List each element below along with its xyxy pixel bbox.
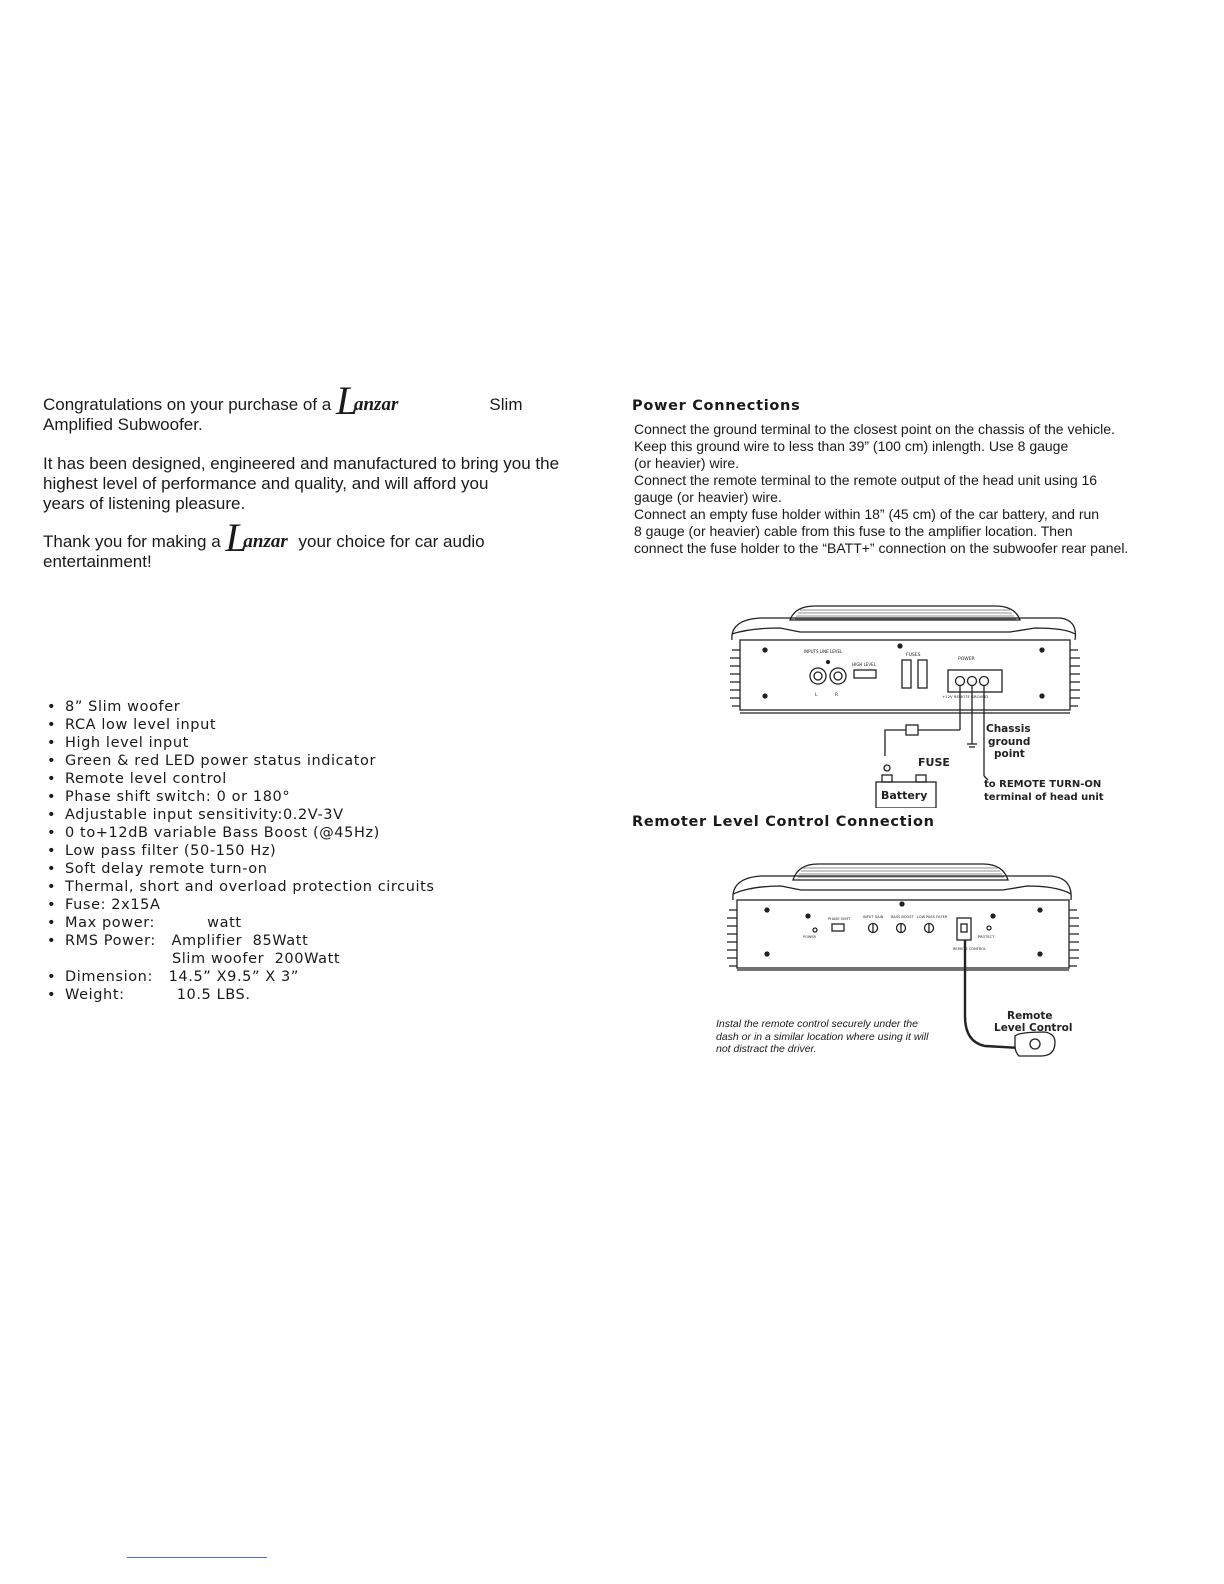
- bullet-icon: •: [47, 789, 57, 805]
- bullet-icon: •: [47, 717, 57, 733]
- bullet-icon: •: [47, 987, 57, 1003]
- intro-text: Amplified Subwoofer.: [43, 415, 203, 434]
- power-instruction-line: Connect the remote terminal to the remote output of the head unit using 16: [634, 472, 1098, 488]
- feature-item: • 0 to+12dB variable Bass Boost (@45Hz): [47, 825, 380, 841]
- intro-text: It has been designed, engineered and manufactured to bring you the: [43, 454, 560, 473]
- remote-turn-on-label: to REMOTE TURN-ON: [984, 779, 1102, 790]
- power-instruction-line: connect the fuse holder to the “BATT+” connection on the subwoofer rear panel.: [634, 540, 1129, 556]
- lanzar-logo: L anzar: [225, 515, 288, 560]
- features-list: [45, 698, 565, 1004]
- power-instruction-line: Keep this ground wire to less than 39” (100 cm) inlength. Use 8 gauge: [634, 438, 1069, 454]
- bullet-icon: •: [47, 753, 57, 769]
- power-wiring-diagram: [720, 598, 1120, 808]
- diagram-label: POWER: [958, 657, 975, 662]
- footer-divider: [127, 1557, 267, 1558]
- feature-item: • Weight: 10.5 LBS.: [47, 987, 251, 1003]
- bullet-icon: •: [47, 879, 57, 895]
- intro-text: years of listening pleasure.: [43, 494, 246, 513]
- feature-item: • RMS Power: Amplifier 85Watt: [47, 933, 309, 949]
- feature-item: • Adjustable input sensitivity:0.2V-3V: [47, 807, 344, 823]
- bullet-icon: •: [47, 825, 57, 841]
- remote-turn-on-label: terminal of head unit: [984, 792, 1104, 803]
- diagram-label: BASS BOOST: [891, 915, 914, 919]
- feature-item: • Low pass filter (50-150 Hz): [47, 843, 277, 859]
- remote-level-label: Remote: [1007, 1010, 1053, 1022]
- feature-item: • Thermal, short and overload protection circuits: [47, 879, 435, 895]
- bullet-icon: •: [47, 897, 57, 913]
- bullet-icon: •: [47, 807, 57, 823]
- intro-text: Slim: [489, 395, 523, 414]
- feature-item: • 8” Slim woofer: [47, 699, 181, 715]
- intro-text: Congratulations on your purchase of a: [43, 395, 332, 414]
- chassis-label: Chassis: [986, 723, 1031, 735]
- bullet-icon: •: [47, 843, 57, 859]
- intro-text: Thank you for making a: [43, 532, 221, 551]
- bullet-icon: •: [47, 933, 57, 949]
- diagram-label: R: [835, 693, 839, 698]
- power-connections-heading: Power Connections: [632, 398, 801, 414]
- diagram-label: PHASE SHIFT: [828, 917, 851, 921]
- remote-level-label: Level Control: [994, 1022, 1073, 1034]
- feature-item: • RCA low level input: [47, 717, 217, 733]
- fuse-label: FUSE: [918, 756, 950, 769]
- lanzar-logo: L anzar: [335, 378, 399, 423]
- diagram-label: LOW PASS FILTER: [917, 915, 948, 919]
- power-instruction-line: (or heavier) wire.: [634, 455, 740, 471]
- chassis-label: point: [994, 748, 1025, 760]
- power-instruction-line: 8 gauge (or heavier) cable from this fuse to the amplifier location. Then: [634, 523, 1073, 539]
- bullet-icon: •: [47, 699, 57, 715]
- feature-item: • High level input: [47, 735, 189, 751]
- diagram-label: FUSES: [906, 653, 921, 658]
- feature-item: • Green & red LED power status indicator: [47, 753, 377, 769]
- feature-item: • Phase shift switch: 0 or 180°: [47, 789, 291, 805]
- feature-item: • Dimension: 14.5” X9.5” X 3”: [47, 969, 299, 985]
- bullet-icon: •: [47, 861, 57, 877]
- bullet-icon: •: [47, 735, 57, 751]
- feature-item: • Remote level control: [47, 771, 227, 787]
- feature-item: • Soft delay remote turn-on: [47, 861, 268, 877]
- diagram-label: L: [815, 693, 818, 698]
- bullet-icon: •: [47, 915, 57, 931]
- battery-label: Battery: [881, 789, 928, 802]
- diagram-label: HIGH LEVEL: [852, 662, 876, 667]
- intro-paragraph-3: [43, 515, 603, 572]
- remote-level-heading: Remoter Level Control Connection: [632, 814, 935, 830]
- diagram-label: REMOTE CONTROL: [953, 947, 986, 951]
- intro-text: highest level of performance and quality, and will afford you: [43, 474, 489, 493]
- chassis-label: ground: [988, 736, 1031, 748]
- bullet-icon: •: [47, 771, 57, 787]
- diagram-label: POWER: [803, 935, 816, 939]
- feature-item: • Max power: watt: [47, 915, 242, 931]
- remote-install-caption: Instal the remote control securely under the dash or in a similar location where using it will not distract the driver.: [716, 1018, 929, 1055]
- diagram-label: INPUTS LINE LEVEL: [804, 649, 843, 654]
- diagram-label: +12V REMOTE GROUND: [942, 694, 989, 699]
- power-instruction-line: Connect the ground terminal to the closest point on the chassis of the vehicle.: [634, 421, 1115, 437]
- feature-item: • Fuse: 2x15A: [47, 897, 161, 913]
- intro-paragraph-1: [43, 378, 583, 435]
- power-connections-text: [634, 421, 1194, 557]
- diagram-label: INPUT GAIN: [863, 915, 884, 919]
- bullet-icon: •: [47, 969, 57, 985]
- power-instruction-line: gauge (or heavier) wire.: [634, 489, 782, 505]
- intro-paragraph-2: [43, 454, 603, 514]
- feature-item-continuation: Slim woofer 200Watt: [172, 951, 341, 967]
- power-instruction-line: Connect an empty fuse holder within 18” (45 cm) of the car battery, and run: [634, 506, 1100, 522]
- intro-text: entertainment!: [43, 552, 152, 571]
- diagram-label: PROTECT: [978, 935, 995, 939]
- intro-text: your choice for car audio: [298, 532, 485, 551]
